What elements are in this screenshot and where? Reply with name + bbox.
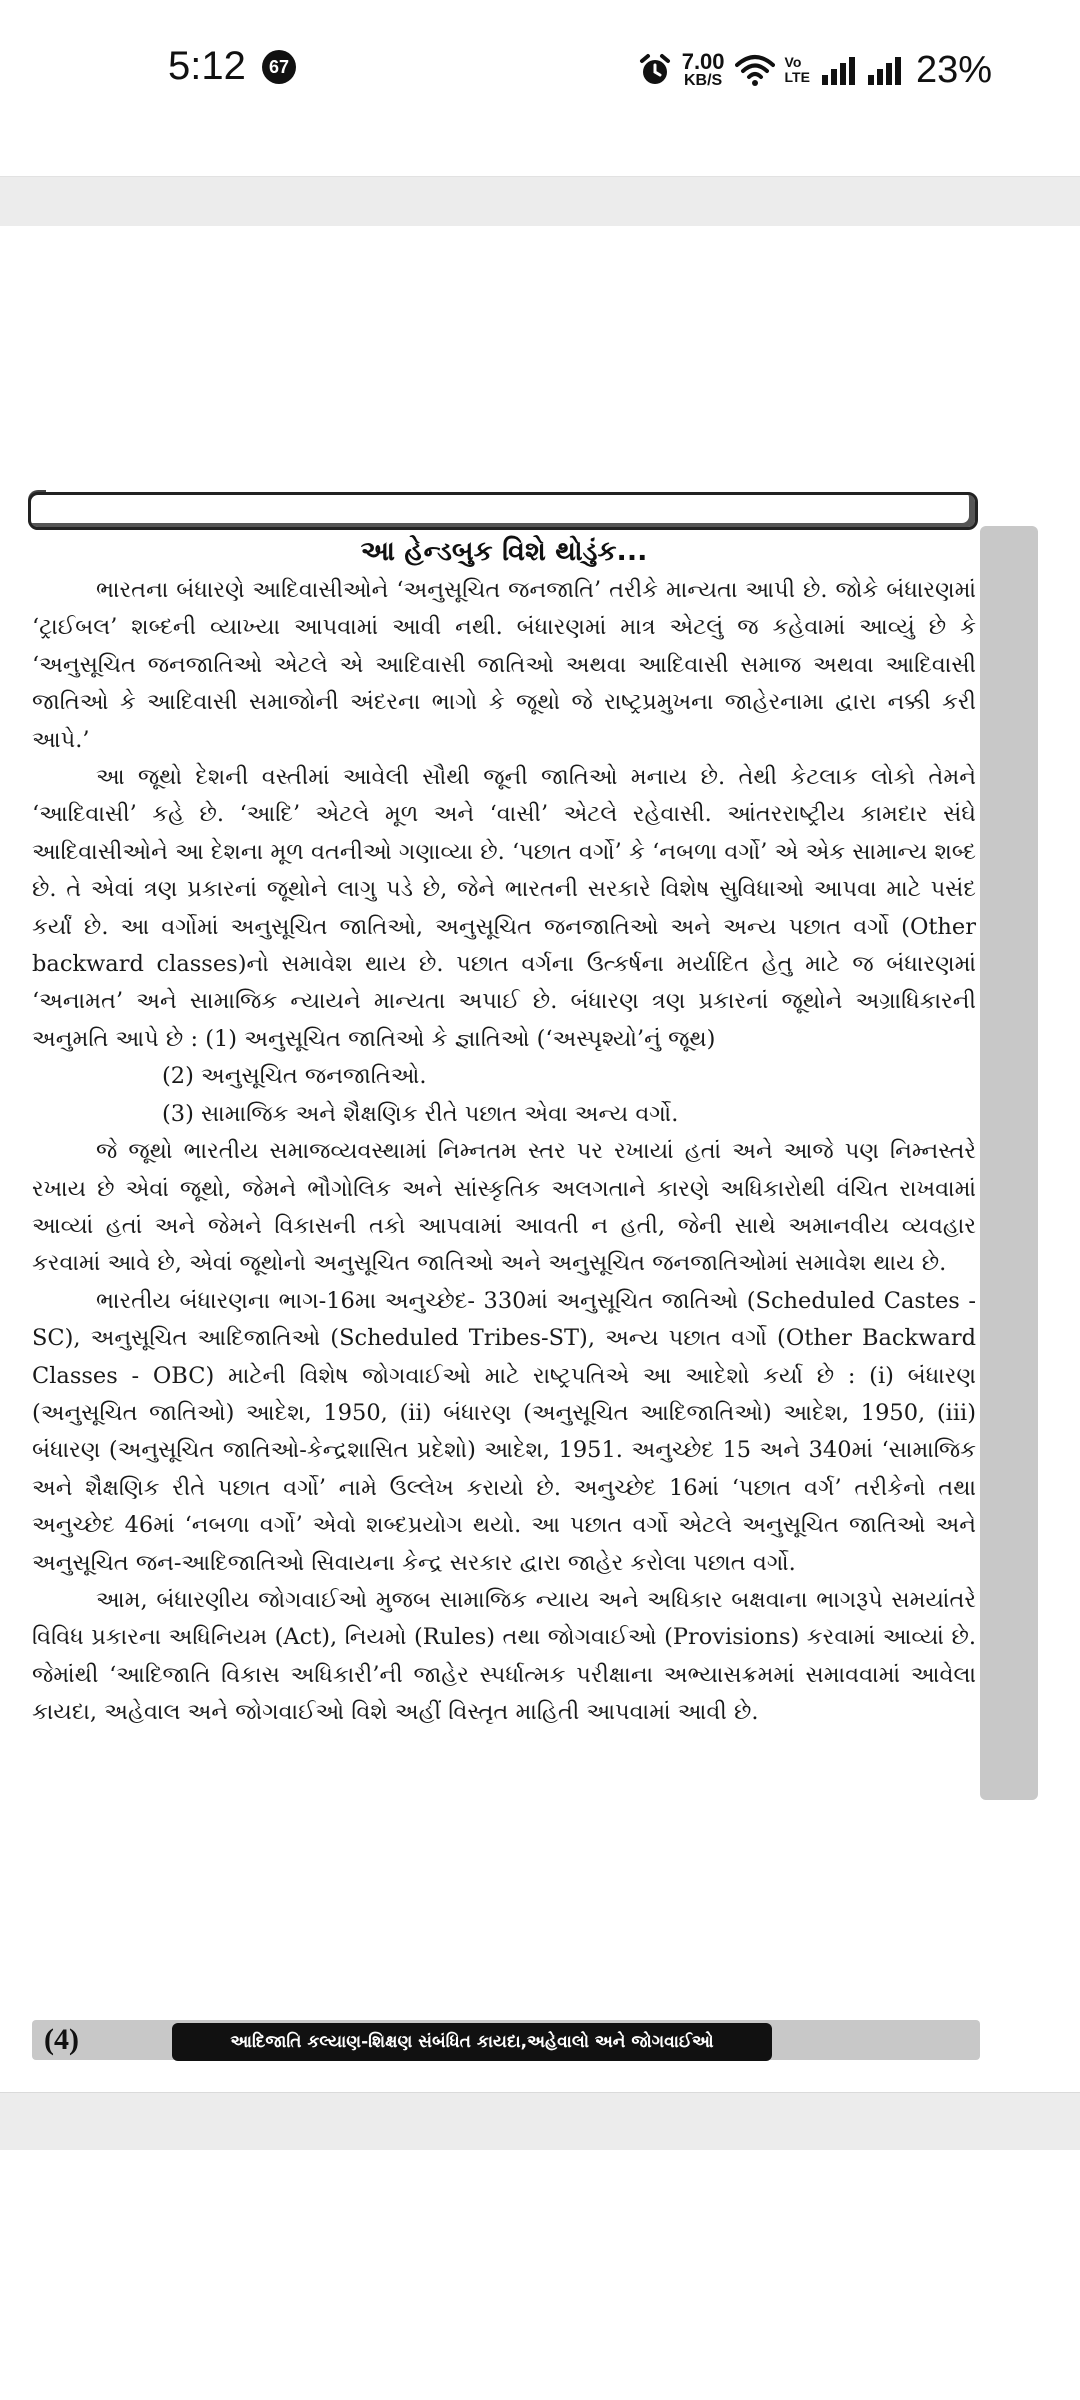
paragraph-2: આ જૂથો દેશની વસ્તીમાં આવેલી સૌથી જૂની જાતિઓ મનાય છે. તેથી કેટલાક લોકો તેમને ‘આદિવાસી’ કહે છે. ‘આદિ’ એટલે મૂળ અને ‘વાસી’ એટલે રહેવાસી. આંતરરાષ્ટ્રીય કામદાર સંઘે આદિવાસીઓને આ દેશના મૂળ વતનીઓ ગણાવ્યા છે. ‘પછાત વર્ગો’ કે ‘નબળા વર્ગો’ એ એક સામાન્ય શબ્દ છે. તે એવાં ત્રણ પ્રકારનાં જૂથોને લાગુ પડે છે, જેને ભારતની સરકારે વિશેષ સુવિધાઓ આપવા માટે પસંદ કર્યાં છે. આ વર્ગોમાં અનુસૂચિત જાતિઓ, અનુસૂચિત જનજાતિઓ અને અન્ય પછાત વર્ગો (Other backward classes)નો સમાવેશ થાય છે. પછાત વર્ગના ઉત્કર્ષના મર્યાદિત હેતુ માટે જ બંધારણમાં ‘અનામત’ અને સામાજિક ન્યાયને માન્યતા અપાઈ છે. બંધારણ ત્રણ પ્રકારનાં જૂથોને અગ્રાધિકારની અનુમતિ આપે છે : (1) અનુસૂચિત જાતિઓ કે જ્ઞાતિઓ (‘અસ્પૃશ્યો’નું જૂથ) bbox=[32, 764, 976, 1052]
notification-count-badge: 67 bbox=[262, 50, 296, 84]
viewer-top-band bbox=[0, 176, 1080, 226]
network-speed-unit: KB/S bbox=[684, 72, 723, 89]
page-title: આ હેન્ડબુક વિશે થોડુંક... bbox=[360, 536, 648, 567]
page-side-rail bbox=[980, 526, 1038, 1800]
page-header-bar bbox=[28, 492, 978, 530]
volte-bottom: LTE bbox=[784, 69, 810, 85]
paragraph-4: ભારતીય બંધારણના ભાગ-16મા અનુચ્છેદ- 330માં અનુસૂચિત જાતિઓ (Scheduled Castes - SC), અનુસૂચિત આદિજાતિઓ (Scheduled Tribes-ST), અન્ય પછાત વર્ગો (Other Backward Classes - OBC) માટેની વિશેષ જોગવાઈઓ માટે રાષ્ટ્રપતિએ આ આદેશો કર્યા છે : (i) બંધારણ (અનુસૂચિત જાતિઓ) આદેશ, 1950, (ii) બંધારણ (અનુસૂચિત આદિજાતિઓ) આદેશ, 1950, (iii) બંધારણ (અનુસૂચિત જાતિઓ-કેન્દ્રશાસિત પ્રદેશો) આદેશ, 1951. અનુચ્છેદ 15 અને 340માં ‘સામાજિક અને શૈક્ષણિક રીતે પછાત વર્ગો’ નામે ઉલ્લેખ કરાયો છે. અનુચ્છેદ 16માં ‘પછાત વર્ગ’ તરીકેનો તથા અનુચ્છેદ 46માં ‘નબળા વર્ગો’ એવો શબ્દપ્રયોગ થયો. આ પછાત વર્ગો એટલે અનુસૂચિત જાતિઓ અને અનુસૂચિત જન-આદિજાતિઓ સિવાયના કેન્દ્ર સરકાર દ્વારા જાહેર કરોલા પછાત વર્ગો. bbox=[32, 1287, 976, 1576]
network-speed bbox=[682, 51, 725, 89]
status-bar bbox=[0, 0, 1080, 140]
paragraph-3: જે જૂથો ભારતીય સમાજવ્યવસ્થામાં નિમ્નતમ સ્તર પર રખાયાં હતાં અને આજે પણ નિમ્નસ્તરે રખાય છે એવાં જૂથો, જેમને ભૌગોલિક અને સાંસ્કૃતિક અલગતાને કારણે અધિકારોથી વંચિત રાખવામાં આવ્યાં હતાં અને જેમને વિકાસની તકો આપવામાં આવતી ન હતી, જેની સાથે અમાનવીય વ્યવહાર કરવામાં આવે છે, એવાં જૂથોનો અનુસૂચિત જાતિઓ અને અનુસૂચિત જનજાતિઓમાં સમાવેશ થાય છે. bbox=[32, 1138, 976, 1277]
footer-label: આદિજાતિ કલ્યાણ-શિક્ષણ સંબંધિત કાયદા,અહેવાલો અને જોગવાઈઓ bbox=[172, 2023, 772, 2061]
viewer-bottom-band bbox=[0, 2092, 1080, 2150]
status-icons bbox=[638, 44, 992, 96]
list-item-3: (3) સામાજિક અને શૈક્ષણિક રીતે પછાત એવા અન્ય વર્ગો. bbox=[162, 1100, 679, 1127]
list-item-2: (2) અનુસૂચિત જનજાતિઓ. bbox=[162, 1063, 427, 1090]
wifi-icon bbox=[735, 53, 775, 87]
page-content bbox=[32, 532, 976, 1732]
page-number: (4) bbox=[44, 2023, 79, 2056]
network-speed-value: 7.00 bbox=[681, 49, 725, 74]
paragraph-1: ભારતના બંધારણે આદિવાસીઓને ‘અનુસૂચિત જનજાતિ’ તરીકે માન્યતા આપી છે. જોકે બંધારણમાં ‘ટ્રાઈબલ’ શબ્દની વ્યાખ્યા આપવામાં આવી નથી. બંધારણમાં માત્ર એટલું જ કહેવામાં આવ્યું છે કે ‘અનુસૂચિત જનજાતિઓ એટલે એ આદિવાસી જાતિઓ અથવા આદિવાસી સમાજ અથવા આદિવાસી જાતિઓ કે આદિવાસી સમાજોની અંદરના ભાગો કે જૂથો જે રાષ્ટ્રપ્રમુખના જાહેરનામા દ્વારા નક્કી કરી આપે.’ bbox=[32, 577, 976, 753]
signal-strength-icon-1 bbox=[820, 55, 856, 85]
battery-level: 23% bbox=[915, 48, 992, 91]
volte-indicator bbox=[785, 55, 810, 84]
status-time: 5:12 bbox=[168, 44, 246, 88]
volte-top: Vo bbox=[784, 54, 802, 71]
alarm-icon bbox=[638, 53, 672, 87]
signal-strength-icon-2 bbox=[866, 55, 902, 85]
paragraph-5: આમ, બંધારણીય જોગવાઈઓ મુજબ સામાજિક ન્યાય અને અધિકાર બક્ષવાના ભાગરૂપે સમયાંતરે વિવિધ પ્રકારના અધિનિયમ (Act), નિયમો (Rules) તથા જોગવાઈઓ (Provisions) કરવામાં આવ્યાં છે. જેમાંથી ‘આદિજાતિ વિકાસ અધિકારી’ની જાહેર સ્પર્ધાત્મક પરીક્ષાના અભ્યાસક્રમમાં સમાવવામાં આવેલા કાયદા, અહેવાલ અને જોગવાઈઓ વિશે અહીં વિસ્તૃત માહિતી આપવામાં આવી છે. bbox=[32, 1586, 976, 1726]
document-page[interactable] bbox=[0, 226, 1080, 2092]
